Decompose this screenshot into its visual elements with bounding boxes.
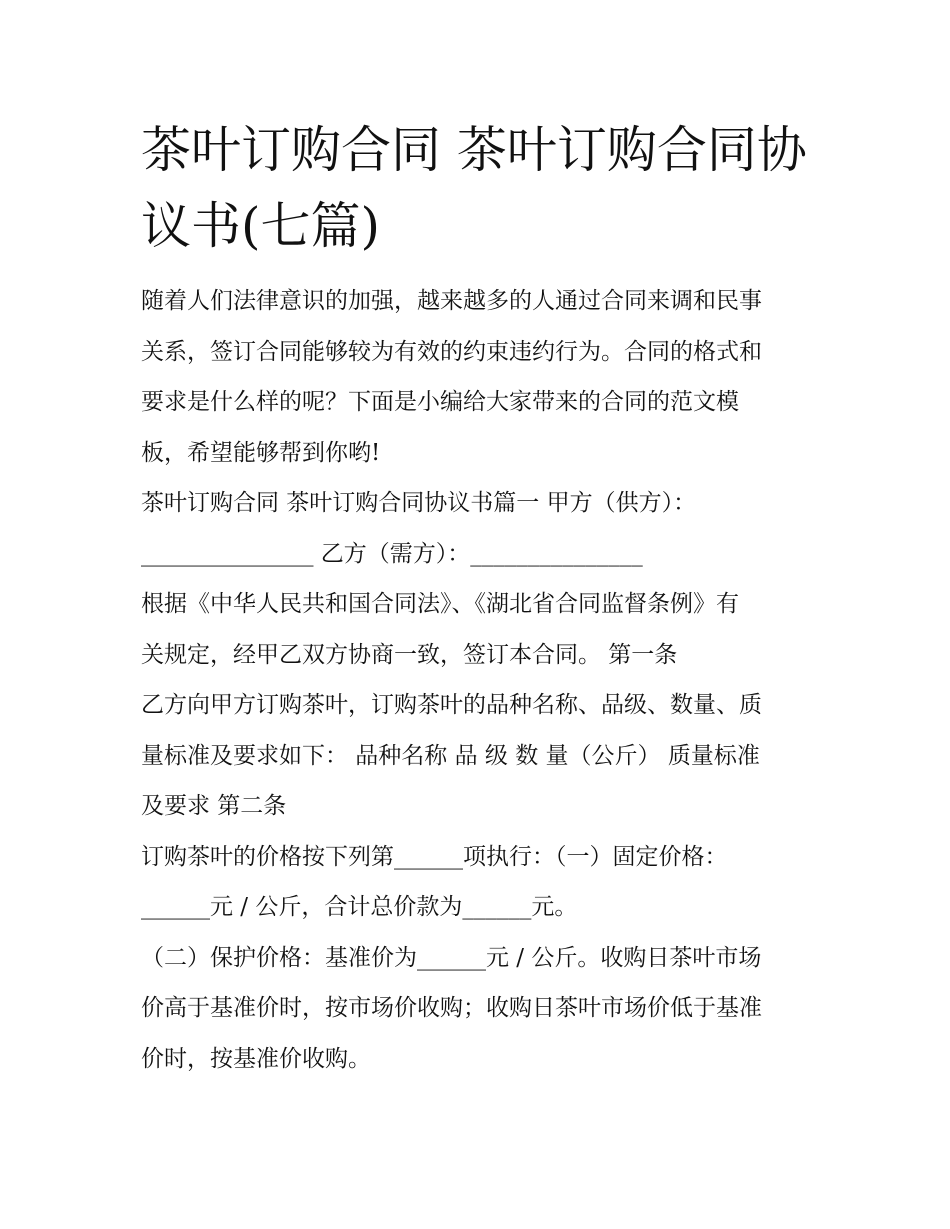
body-line: 价时，按基准价收购。: [141, 1045, 371, 1072]
document-title: 茶叶订购合同 茶叶订购合同协议书(七篇): [141, 121, 807, 255]
body-line: 价高于基准价时，按市场价收购；收购日茶叶市场价低于基准: [141, 995, 762, 1021]
body-line: （二）保护价格：基准价为______元 / 公斤。收购日茶叶市场: [141, 944, 762, 971]
body-line: 及要求 第二条: [141, 793, 287, 819]
document-page: [141, 112, 816, 1084]
body-line: 关系，签订合同能够较为有效的约束违约行为。合同的格式和: [141, 338, 762, 365]
body-line: 要求是什么样的呢？下面是小编给大家带来的合同的范文模: [141, 389, 739, 415]
body-line: 板，希望能够帮到你哟!: [141, 439, 381, 466]
body-line: 茶叶订购合同 茶叶订购合同协议书篇一 甲方（供方）：: [141, 490, 697, 516]
body-line: 随着人们法律意识的加强，越来越多的人通过合同来调和民事: [141, 288, 762, 314]
body-line: ______元 / 公斤，合计总价款为______元。: [141, 894, 578, 920]
body-line: 量标准及要求如下： 品种名称 品 级 数 量（公斤） 质量标准: [141, 742, 760, 769]
document-body: [141, 276, 816, 1084]
body-line: _______________ 乙方（需方）：_______________: [141, 540, 643, 567]
body-line: 乙方向甲方订购茶叶，订购茶叶的品种名称、品级、数量、质: [141, 692, 762, 718]
body-line: 根据《中华人民共和国合同法》、《湖北省合同监督条例》有: [141, 591, 739, 617]
body-line: 订购茶叶的价格按下列第______项执行：（一）固定价格：: [141, 843, 728, 870]
body-line: 关规定，经甲乙双方协商一致，签订本合同。 第一条: [141, 641, 678, 668]
